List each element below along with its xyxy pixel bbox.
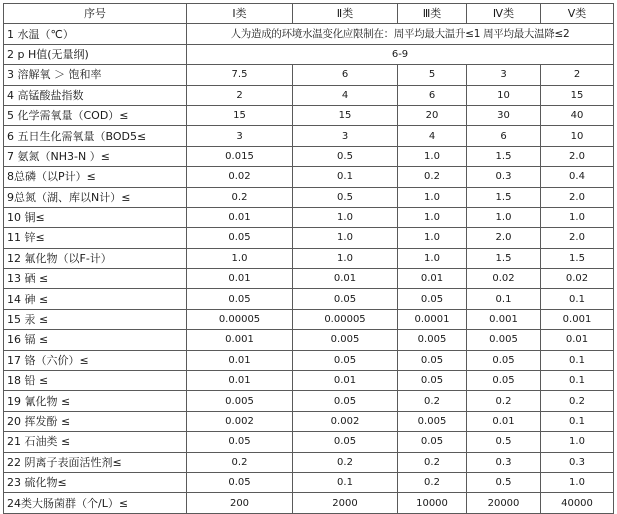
value-cell-class-2: 0.2 xyxy=(293,452,398,472)
table-row xyxy=(4,411,614,431)
value-cell-class-1: 0.015 xyxy=(187,146,293,166)
table-row xyxy=(4,391,614,411)
value-cell-class-4: 10 xyxy=(467,85,541,105)
row-label: 18 铅 ≤ xyxy=(4,371,187,391)
value-cell-class-5: 1.5 xyxy=(541,248,614,268)
table-row-water-temperature xyxy=(4,24,614,44)
value-cell-class-3: 0.05 xyxy=(398,289,467,309)
value-cell-class-2: 0.5 xyxy=(293,146,398,166)
header-cell-class-1: Ⅰ类 xyxy=(187,4,293,24)
header-cell-class-3: Ⅲ类 xyxy=(398,4,467,24)
row-label: 16 镉 ≤ xyxy=(4,330,187,350)
value-cell-class-1: 0.00005 xyxy=(187,309,293,329)
value-cell-class-3: 5 xyxy=(398,65,467,85)
value-cell-class-5: 0.1 xyxy=(541,289,614,309)
value-cell-class-1: 0.2 xyxy=(187,452,293,472)
value-cell-class-4: 0.5 xyxy=(467,432,541,452)
value-cell-class-1: 0.001 xyxy=(187,330,293,350)
value-cell-class-4: 0.3 xyxy=(467,167,541,187)
header-cell-class-2: Ⅱ类 xyxy=(293,4,398,24)
value-cell-class-1: 0.01 xyxy=(187,207,293,227)
table-row xyxy=(4,452,614,472)
table-row xyxy=(4,146,614,166)
table-row xyxy=(4,432,614,452)
row-label: 17 铬（六价）≤ xyxy=(4,350,187,370)
value-cell-class-4: 0.2 xyxy=(467,391,541,411)
value-cell-class-3: 20 xyxy=(398,105,467,125)
table-row xyxy=(4,85,614,105)
value-cell-class-3: 10000 xyxy=(398,493,467,513)
value-cell-class-4: 20000 xyxy=(467,493,541,513)
value-cell-class-4: 1.5 xyxy=(467,146,541,166)
value-cell-class-2: 0.1 xyxy=(293,167,398,187)
row-label: 15 汞 ≤ xyxy=(4,309,187,329)
value-cell-class-2: 1.0 xyxy=(293,228,398,248)
value-cell-class-4: 3 xyxy=(467,65,541,85)
value-cell-class-2: 0.00005 xyxy=(293,309,398,329)
value-cell-class-5: 0.1 xyxy=(541,350,614,370)
value-cell-class-2: 0.01 xyxy=(293,269,398,289)
value-cell-class-2: 3 xyxy=(293,126,398,146)
table-row xyxy=(4,269,614,289)
row-label: 11 锌≤ xyxy=(4,228,187,248)
value-cell-class-4: 30 xyxy=(467,105,541,125)
value-cell-class-3: 1.0 xyxy=(398,248,467,268)
value-cell-class-1: 0.01 xyxy=(187,371,293,391)
value-cell-class-1: 0.05 xyxy=(187,289,293,309)
table-row xyxy=(4,371,614,391)
row-label: 7 氨氮（NH3-N ）≤ xyxy=(4,146,187,166)
table-row xyxy=(4,248,614,268)
row-label: 12 氟化物（以F-计） xyxy=(4,248,187,268)
row-label: 5 化学需氧量（COD）≤ xyxy=(4,105,187,125)
value-cell-class-2: 1.0 xyxy=(293,248,398,268)
value-cell-class-1: 1.0 xyxy=(187,248,293,268)
value-cell-class-3: 0.005 xyxy=(398,330,467,350)
table-row xyxy=(4,105,614,125)
header-cell-index: 序号 xyxy=(4,4,187,24)
value-cell-class-5: 0.1 xyxy=(541,411,614,431)
value-cell-class-5: 1.0 xyxy=(541,207,614,227)
value-cell-class-1: 200 xyxy=(187,493,293,513)
value-cell-class-1: 0.05 xyxy=(187,432,293,452)
value-cell-class-1: 0.2 xyxy=(187,187,293,207)
value-cell-class-3: 0.05 xyxy=(398,432,467,452)
value-cell-class-5: 15 xyxy=(541,85,614,105)
table-row xyxy=(4,167,614,187)
row-label: 9总氮（湖、库以N计）≤ xyxy=(4,187,187,207)
table-row xyxy=(4,228,614,248)
value-cell-class-3: 0.05 xyxy=(398,371,467,391)
value-cell-class-5: 0.4 xyxy=(541,167,614,187)
value-cell-class-2: 0.005 xyxy=(293,330,398,350)
value-cell-class-2: 0.05 xyxy=(293,391,398,411)
value-cell-class-1: 0.005 xyxy=(187,391,293,411)
value-cell-class-2: 2000 xyxy=(293,493,398,513)
value-cell-class-5: 0.2 xyxy=(541,391,614,411)
value-cell-class-4: 6 xyxy=(467,126,541,146)
value-cell-class-3: 0.005 xyxy=(398,411,467,431)
row-label: 10 铜≤ xyxy=(4,207,187,227)
value-cell-class-4: 0.005 xyxy=(467,330,541,350)
value-cell-class-4: 0.01 xyxy=(467,411,541,431)
value-cell-class-3: 0.2 xyxy=(398,452,467,472)
value-cell-class-4: 0.05 xyxy=(467,350,541,370)
table-body xyxy=(4,24,614,513)
value-cell-class-5: 1.0 xyxy=(541,472,614,492)
value-cell-class-3: 0.2 xyxy=(398,167,467,187)
value-cell-class-2: 6 xyxy=(293,65,398,85)
value-cell-class-2: 0.5 xyxy=(293,187,398,207)
value-cell-class-2: 0.01 xyxy=(293,371,398,391)
value-cell-class-5: 40000 xyxy=(541,493,614,513)
value-cell-class-1: 3 xyxy=(187,126,293,146)
value-cell-class-3: 0.2 xyxy=(398,391,467,411)
value-cell-class-4: 0.05 xyxy=(467,371,541,391)
table-row xyxy=(4,126,614,146)
table-row-ph xyxy=(4,44,614,64)
value-cell-class-1: 2 xyxy=(187,85,293,105)
value-cell-class-1: 0.02 xyxy=(187,167,293,187)
row-label: 8总磷（以P计）≤ xyxy=(4,167,187,187)
row-label: 20 挥发酚 ≤ xyxy=(4,411,187,431)
value-cell-class-3: 0.2 xyxy=(398,472,467,492)
value-cell-class-3: 4 xyxy=(398,126,467,146)
row-label: 23 硫化物≤ xyxy=(4,472,187,492)
value-cell-class-4: 1.5 xyxy=(467,248,541,268)
value-cell-class-4: 1.0 xyxy=(467,207,541,227)
value-cell-class-5: 0.1 xyxy=(541,371,614,391)
value-cell-class-1: 7.5 xyxy=(187,65,293,85)
row-label: 24类大肠菌群（个/L）≤ xyxy=(4,493,187,513)
water-quality-standards-table xyxy=(3,3,614,514)
value-cell-class-4: 0.5 xyxy=(467,472,541,492)
table-row xyxy=(4,330,614,350)
row-label: 2 p H值(无量纲) xyxy=(4,44,187,64)
row-label: 14 砷 ≤ xyxy=(4,289,187,309)
value-cell-class-2: 0.05 xyxy=(293,350,398,370)
header-row xyxy=(4,4,614,24)
row-label: 6 五日生化需氧量（BOD5≤ xyxy=(4,126,187,146)
value-cell-class-3: 1.0 xyxy=(398,187,467,207)
header-cell-class-4: Ⅳ类 xyxy=(467,4,541,24)
merged-value-cell: 6-9 xyxy=(187,44,614,64)
value-cell-class-1: 0.05 xyxy=(187,472,293,492)
value-cell-class-5: 2.0 xyxy=(541,187,614,207)
value-cell-class-5: 40 xyxy=(541,105,614,125)
value-cell-class-5: 0.3 xyxy=(541,452,614,472)
value-cell-class-3: 0.05 xyxy=(398,350,467,370)
row-label: 3 溶解氧 ＞ 饱和率 xyxy=(4,65,187,85)
value-cell-class-3: 0.0001 xyxy=(398,309,467,329)
value-cell-class-3: 0.01 xyxy=(398,269,467,289)
value-cell-class-1: 0.002 xyxy=(187,411,293,431)
value-cell-class-2: 1.0 xyxy=(293,207,398,227)
row-label: 4 高锰酸盐指数 xyxy=(4,85,187,105)
water-quality-standards-table-container xyxy=(3,3,613,510)
value-cell-class-3: 6 xyxy=(398,85,467,105)
value-cell-class-2: 0.05 xyxy=(293,289,398,309)
value-cell-class-4: 1.5 xyxy=(467,187,541,207)
value-cell-class-2: 0.05 xyxy=(293,432,398,452)
value-cell-class-5: 0.01 xyxy=(541,330,614,350)
value-cell-class-1: 0.05 xyxy=(187,228,293,248)
row-label: 19 氰化物 ≤ xyxy=(4,391,187,411)
value-cell-class-5: 2.0 xyxy=(541,146,614,166)
value-cell-class-4: 0.1 xyxy=(467,289,541,309)
row-label: 13 硒 ≤ xyxy=(4,269,187,289)
value-cell-class-5: 2 xyxy=(541,65,614,85)
value-cell-class-5: 1.0 xyxy=(541,432,614,452)
value-cell-class-5: 2.0 xyxy=(541,228,614,248)
table-row xyxy=(4,309,614,329)
table-row xyxy=(4,289,614,309)
row-label: 21 石油类 ≤ xyxy=(4,432,187,452)
table-row xyxy=(4,493,614,513)
table-row xyxy=(4,350,614,370)
value-cell-class-3: 1.0 xyxy=(398,146,467,166)
value-cell-class-2: 0.1 xyxy=(293,472,398,492)
value-cell-class-2: 0.002 xyxy=(293,411,398,431)
value-cell-class-2: 4 xyxy=(293,85,398,105)
table-row xyxy=(4,187,614,207)
value-cell-class-2: 15 xyxy=(293,105,398,125)
value-cell-class-4: 2.0 xyxy=(467,228,541,248)
value-cell-class-1: 0.01 xyxy=(187,269,293,289)
value-cell-class-3: 1.0 xyxy=(398,228,467,248)
row-label: 1 水温（℃） xyxy=(4,24,187,44)
value-cell-class-1: 0.01 xyxy=(187,350,293,370)
value-cell-class-5: 10 xyxy=(541,126,614,146)
header-cell-class-5: Ⅴ类 xyxy=(541,4,614,24)
merged-value-cell: 人为造成的环境水温变化应限制在：周平均最大温升≤1 周平均最大温降≤2 xyxy=(187,24,614,44)
value-cell-class-5: 0.001 xyxy=(541,309,614,329)
value-cell-class-4: 0.02 xyxy=(467,269,541,289)
table-row xyxy=(4,472,614,492)
value-cell-class-4: 0.001 xyxy=(467,309,541,329)
row-label: 22 阴离子表面活性剂≤ xyxy=(4,452,187,472)
value-cell-class-4: 0.3 xyxy=(467,452,541,472)
table-row xyxy=(4,65,614,85)
table-row xyxy=(4,207,614,227)
value-cell-class-3: 1.0 xyxy=(398,207,467,227)
value-cell-class-5: 0.02 xyxy=(541,269,614,289)
value-cell-class-1: 15 xyxy=(187,105,293,125)
